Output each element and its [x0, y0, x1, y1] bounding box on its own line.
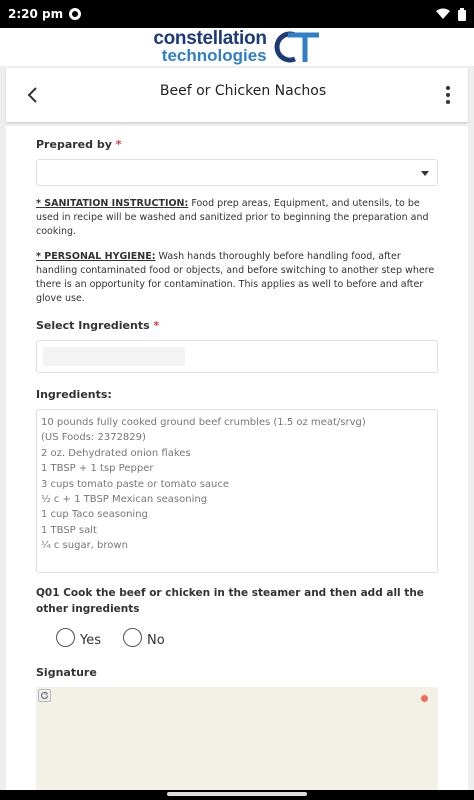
hygiene-text: Wash hands thoroughly before handling food, after handling contaminated food or objects, and before switching to another step where there is an opportunity for contamination. This applies as well to before and after glove use. — [36, 251, 435, 304]
recipe-form — [6, 126, 468, 790]
hygiene-heading: * PERSONAL HYGIENE: — [36, 251, 156, 262]
ingredient-line: (US Foods: 2372829) — [41, 432, 146, 444]
brand-header — [0, 28, 474, 66]
sanitation-text: Food prep areas, Equipment, and utensils, to be used in recipe will be washed and sanitized prior to beginning the preparation and cooking. — [36, 198, 429, 237]
app-notification-icon — [69, 8, 81, 20]
required-marker: * — [153, 319, 160, 332]
ingredient-line: 3 cups tomato paste or tomato sauce — [41, 478, 230, 490]
brand-line2: technologies — [161, 45, 267, 65]
wifi-icon — [436, 8, 450, 20]
required-marker: * — [115, 138, 122, 151]
prepared-by-select[interactable] — [36, 159, 438, 186]
page-title: Beef or Chicken Nachos — [159, 83, 327, 99]
radio-circle-icon — [123, 628, 142, 647]
status-time: 2:20 pm — [8, 7, 64, 21]
q01-options — [36, 627, 438, 648]
ingredient-line: ¼ c sugar, brown — [41, 540, 128, 552]
select-ingredients-field[interactable] — [36, 340, 438, 373]
brand-wordmark — [153, 30, 266, 64]
select-ingredients-label: Select Ingredients * — [36, 319, 160, 332]
app-window — [0, 28, 474, 790]
signature-label: Signature — [36, 666, 97, 679]
battery-icon — [458, 8, 466, 21]
ingredients-textarea[interactable] — [36, 409, 438, 573]
signature-pad[interactable] — [36, 687, 438, 790]
ingredient-line: 1 TBSP salt — [41, 524, 97, 536]
ingredients-label: Ingredients: — [36, 388, 112, 401]
ingredient-line: 1 cup Taco seasoning — [41, 509, 148, 521]
ingredient-line: 10 pounds fully cooked ground beef crumbles (1.5 oz meat/srvg) — [41, 417, 366, 428]
ingredient-chip-placeholder — [43, 347, 185, 366]
back-button[interactable] — [6, 68, 58, 122]
personal-hygiene — [36, 250, 438, 306]
radio-label: Yes — [80, 633, 101, 648]
sanitation-instruction — [36, 197, 438, 239]
status-icons — [436, 8, 466, 21]
radio-label: No — [147, 633, 165, 648]
chevron-left-icon — [26, 86, 38, 104]
more-vert-icon[interactable] — [428, 68, 468, 122]
ct-logo-icon — [271, 29, 321, 65]
page-header — [6, 68, 468, 122]
system-nav-bar — [0, 790, 474, 800]
q01-yes-radio[interactable] — [56, 627, 101, 648]
prepared-by-label: Prepared by * — [36, 138, 122, 151]
dropdown-caret-icon — [421, 171, 429, 176]
q01-question: Q01 Cook the beef or chicken in the steamer and then add all the other ingredients — [36, 587, 424, 615]
home-handle[interactable] — [167, 792, 307, 796]
status-bar — [0, 0, 474, 28]
q01-no-radio[interactable] — [123, 627, 165, 648]
brand-line1: constellation — [153, 28, 267, 49]
sanitation-heading: * SANITATION INSTRUCTION: — [36, 198, 189, 209]
ingredient-line: 2 oz. Dehydrated onion flakes — [41, 447, 191, 459]
ingredient-line: 1 TBSP + 1 tsp Pepper — [41, 463, 154, 475]
required-indicator-dot — [421, 695, 428, 702]
ingredient-line: ½ c + 1 TBSP Mexican seasoning — [41, 494, 208, 506]
refresh-icon[interactable] — [38, 689, 51, 702]
radio-circle-icon — [56, 628, 75, 647]
